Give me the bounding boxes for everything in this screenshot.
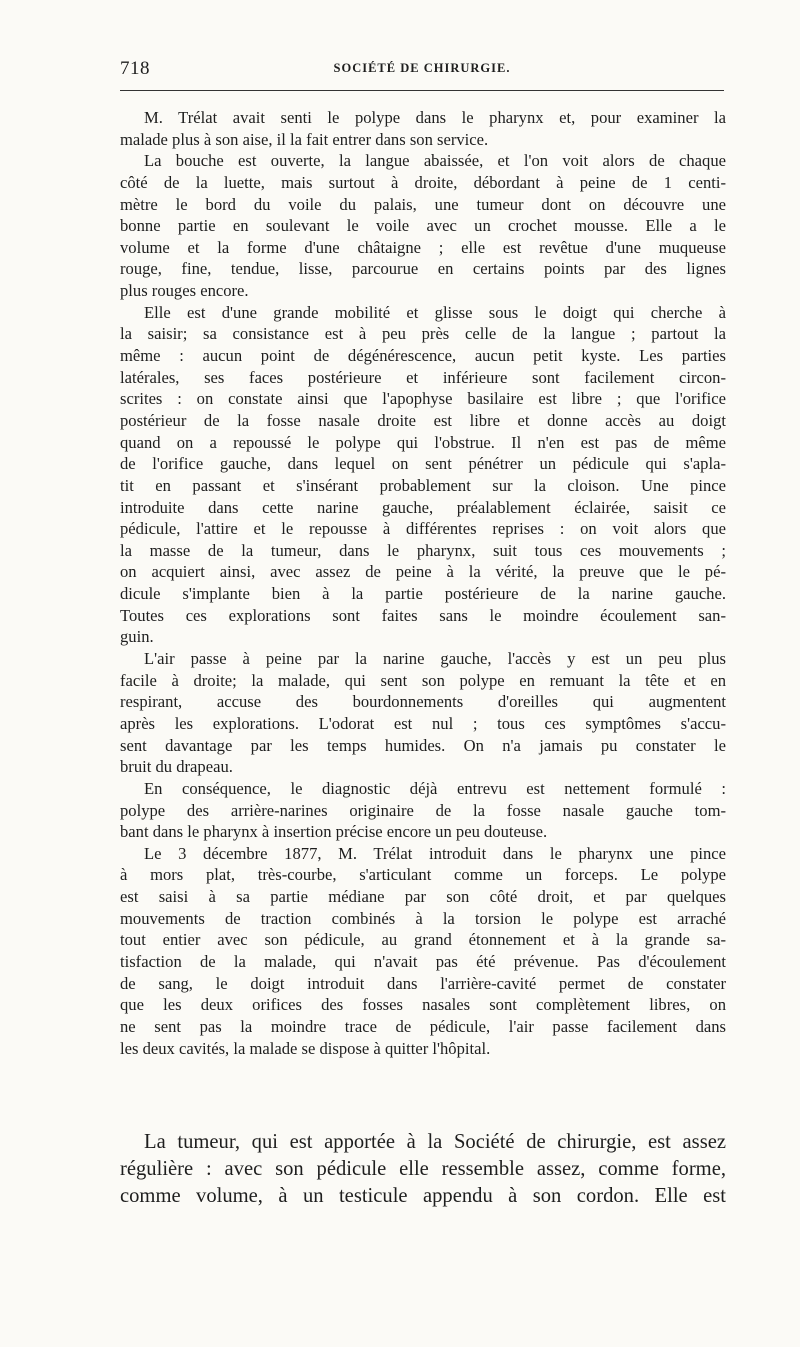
text-line: bant dans le pharynx à insertion précise encore un peu douteuse. <box>120 822 548 842</box>
text-line: volume et la forme d'une châtaigne ; elle est revêtue d'une muqueuse <box>120 237 726 257</box>
text-line: est saisi à sa partie médiane par son côté droit, et par quelques <box>120 887 726 907</box>
page-header <box>120 58 724 86</box>
text-line: la saisir; sa consistance est à peu près celle de la langue ; partout la <box>120 324 726 344</box>
text-line: En conséquence, le diagnostic déjà entrevu est nettement formulé : <box>144 778 726 798</box>
text-line: que les deux orifices des fosses nasales sont complètement libres, on <box>120 995 726 1015</box>
text-line: sent davantage par les temps humides. On n'a jamais pu constater le <box>120 735 726 755</box>
text-line: de sang, le doigt introduit dans l'arrière-cavité permet de constater <box>120 973 726 993</box>
paragraph <box>120 150 726 301</box>
text-line: comme volume, à un testicule appendu à son cordon. Elle est <box>120 1185 726 1208</box>
text-line: introduite dans cette narine gauche, préalablement éclairée, saisit ce <box>120 497 726 517</box>
text-line: la masse de la tumeur, dans le pharynx, suit tous ces mouvements ; <box>120 540 726 560</box>
text-line: tout entier avec son pédicule, au grand étonnement et à la grande sa- <box>120 930 726 950</box>
text-line: pédicule, l'attire et le repousse à différentes reprises : on voit alors que <box>120 519 726 539</box>
body-text <box>120 107 726 1059</box>
text-line: bonne partie en soulevant le voile avec un crochet mousse. Elle a le <box>120 216 726 236</box>
large-paragraph <box>120 1129 726 1211</box>
text-line: respirant, accuse des bourdonnements d'oreilles qui augmentent <box>120 692 726 712</box>
text-line: postérieur de la fosse nasale droite est libre et donne accès au doigt <box>120 410 726 430</box>
text-line: plus rouges encore. <box>120 281 249 301</box>
page-number: 718 <box>120 58 150 79</box>
paragraph <box>120 302 726 648</box>
text-line: mètre le bord du voile du palais, une tumeur dont on découvre une <box>120 194 726 214</box>
text-line: Elle est d'une grande mobilité et glisse sous le doigt qui cherche à <box>144 302 726 322</box>
text-line: scrites : on constate ainsi que l'apophyse basilaire est libre ; que l'orifice <box>120 389 726 409</box>
text-line: côté de la luette, mais surtout à droite, débordant à peine de 1 centi- <box>120 172 726 192</box>
text-line: facile à droite; la malade, qui sent son polype en remuant la tête et en <box>120 670 726 690</box>
text-line: quand on a repoussé le polype qui l'obstrue. Il n'en est pas de même <box>120 432 726 452</box>
text-line: La bouche est ouverte, la langue abaissée, et l'on voit alors de chaque <box>144 151 726 171</box>
text-line: M. Trélat avait senti le polype dans le pharynx et, pour examiner la <box>144 108 726 127</box>
text-line: rouge, fine, tendue, lisse, parcourue en certains points par des lignes <box>120 259 726 279</box>
text-line: régulière : avec son pédicule elle ressemble assez, comme forme, <box>120 1158 726 1181</box>
text-line: de l'orifice gauche, dans lequel on sent pénétrer un pédicule qui s'apla- <box>120 454 726 474</box>
text-line: à mors plat, très-courbe, s'articulant comme un forceps. Le polype <box>120 865 726 885</box>
text-line: guin. <box>120 627 154 647</box>
text-line: dicule s'implante bien à la partie postérieure de la narine gauche. <box>120 584 726 604</box>
text-line: polype des arrière-narines originaire de la fosse nasale gauche tom- <box>120 800 726 820</box>
text-line: Toutes ces explorations sont faites sans le moindre écoulement san- <box>120 605 726 625</box>
paragraph <box>120 648 726 778</box>
text-line: tit en passant et s'insérant probablement sur la cloison. Une pince <box>120 475 726 495</box>
text-line: après les explorations. L'odorat est nul ; tous ces symptômes s'accu- <box>120 713 726 733</box>
text-line: La tumeur, qui est apportée à la Société de chirurgie, est assez <box>144 1131 726 1153</box>
paragraph <box>120 107 726 150</box>
text-line: latérales, ses faces postérieure et inférieure sont facilement circon- <box>120 367 726 387</box>
running-head: SOCIÉTÉ DE CHIRURGIE. <box>333 61 511 75</box>
text-line: les deux cavités, la malade se dispose à quitter l'hôpital. <box>120 1038 491 1058</box>
header-rule <box>120 90 724 91</box>
paragraph <box>120 843 726 1059</box>
text-line: bruit du drapeau. <box>120 757 233 777</box>
text-line: même : aucun point de dégénérescence, aucun petit kyste. Les parties <box>120 346 726 366</box>
text-line: malade plus à son aise, il la fait entrer dans son service. <box>120 129 489 149</box>
text-line: ne sent pas la moindre trace de pédicule, l'air passe facilement dans <box>120 1016 726 1036</box>
paragraph <box>120 778 726 843</box>
text-line: tisfaction de la malade, qui n'avait pas été prévenue. Pas d'écoulement <box>120 951 726 971</box>
text-line: on acquiert ainsi, avec assez de peine à la vérité, la preuve que le pé- <box>120 562 726 582</box>
text-line: L'air passe à peine par la narine gauche, l'accès y est un peu plus <box>144 649 726 669</box>
text-line: Le 3 décembre 1877, M. Trélat introduit dans le pharynx une pince <box>144 843 726 863</box>
text-line: mouvements de traction combinés à la torsion le polype est arraché <box>120 908 726 928</box>
